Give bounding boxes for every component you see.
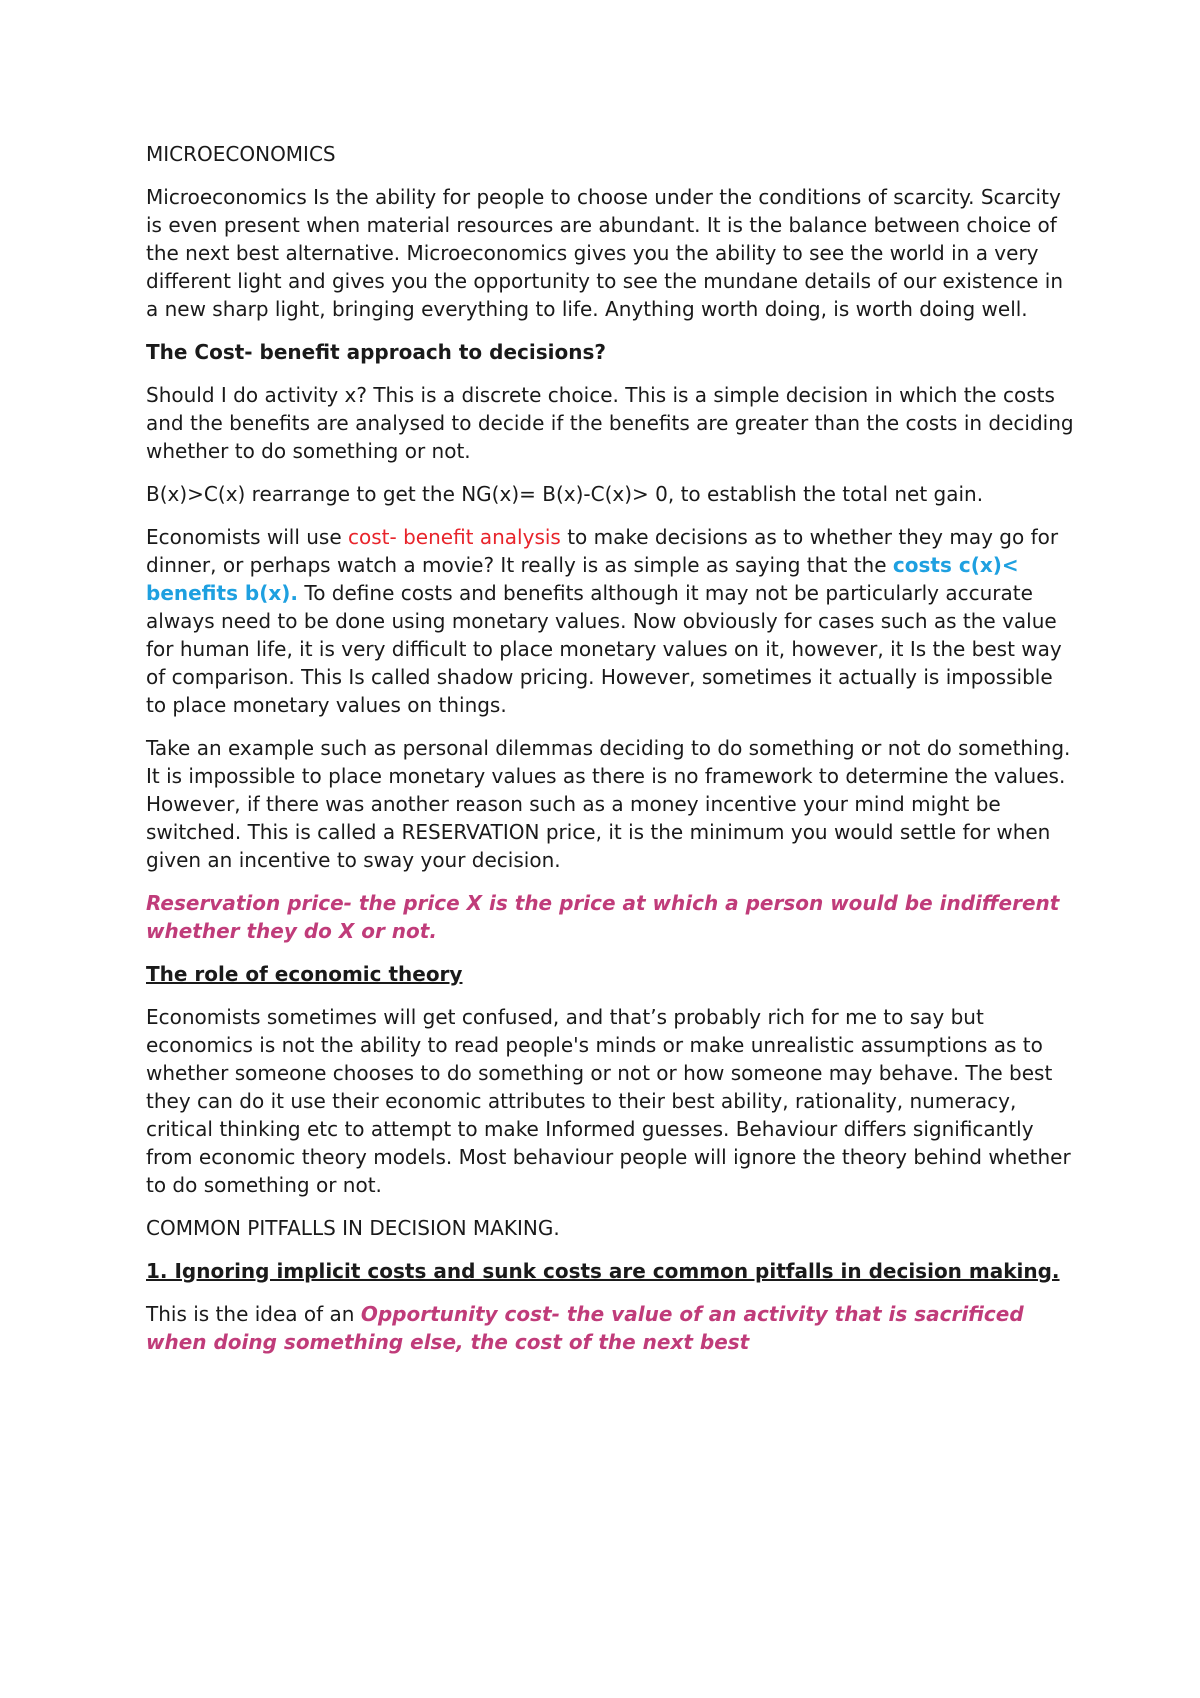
opportunity-cost-definition: Opportunity cost- the value of an activity that is sacrificed when doing something else, the cost of the next best <box>146 1302 1024 1354</box>
economists-text-2: to make decisions as to whether they may go for dinner, or perhaps watch a movie? It really is as simple as saying that the <box>146 525 1059 577</box>
cost-benefit-analysis-highlight: cost- benefit analysis <box>348 525 561 549</box>
reservation-price-definition: Reservation price- the price X is the price at which a person would be indifferent whether they do X or not. <box>146 891 1060 943</box>
document-page <box>146 140 1076 1371</box>
economists-text-3: To define costs and benefits although it may not be particularly accurate always need to be done using monetary values. Now obviously for cases such as the value for human life, it is very difficult to place monetary values on it, however, it Is the best way of comparison. This Is called shadow pricing. However, sometimes it actually is impossible to place monetary values on things. <box>146 581 1062 717</box>
role-heading: The role of economic theory <box>146 962 463 986</box>
cost-benefit-paragraph: Should I do activity x? This is a discrete choice. This is a simple decision in which the costs and the benefits are analysed to decide if the benefits are greater than the costs in deciding whether to do something or not. <box>146 383 1074 463</box>
formula-paragraph: B(x)>C(x) rearrange to get the NG(x)= B(x)-C(x)> 0, to establish the total net gain. <box>146 482 984 506</box>
document-title: MICROECONOMICS <box>146 142 336 166</box>
costs-benefits-highlight: costs c(x)< benefits b(x). <box>146 553 1019 605</box>
opportunity-text-1: This is the idea of an <box>146 1302 361 1326</box>
role-paragraph: Economists sometimes will get confused, and that’s probably rich for me to say but economics is not the ability to read people's minds or make unrealistic assumptions as to whether someone chooses to do something or not or how someone may behave. The best they can do it use their economic attributes to their best ability, rationality, numeracy, critical thinking etc to attempt to make Informed guesses. Behaviour differs significantly from economic theory models. Most behaviour people will ignore the theory behind whether to do something or not. <box>146 1005 1071 1197</box>
intro-paragraph: Microeconomics Is the ability for people to choose under the conditions of scarcity. Scarcity is even present when material resources are abundant. It is the balance between choice of the next best alternative. Microeconomics gives you the ability to see the world in a very different light and gives you the opportunity to see the mundane details of our existence in a new sharp light, bringing everything to life. Anything worth doing, is worth doing well. <box>146 185 1064 321</box>
cost-benefit-heading: The Cost- benefit approach to decisions? <box>146 340 606 364</box>
economists-text-1: Economists will use <box>146 525 349 549</box>
economists-paragraph <box>146 523 1076 719</box>
example-paragraph: Take an example such as personal dilemmas deciding to do something or not do something. It is impossible to place monetary values as there is no framework to determine the values. However, if there was another reason such as a money incentive your mind might be switched. This is called a RESERVATION price, it is the minimum you would settle for when given an incentive to sway your decision. <box>146 736 1071 872</box>
pitfall-1-heading: 1. Ignoring implicit costs and sunk costs are common pitfalls in decision making. <box>146 1259 1060 1283</box>
opportunity-paragraph <box>146 1300 1076 1356</box>
pitfalls-heading: COMMON PITFALLS IN DECISION MAKING. <box>146 1216 560 1240</box>
